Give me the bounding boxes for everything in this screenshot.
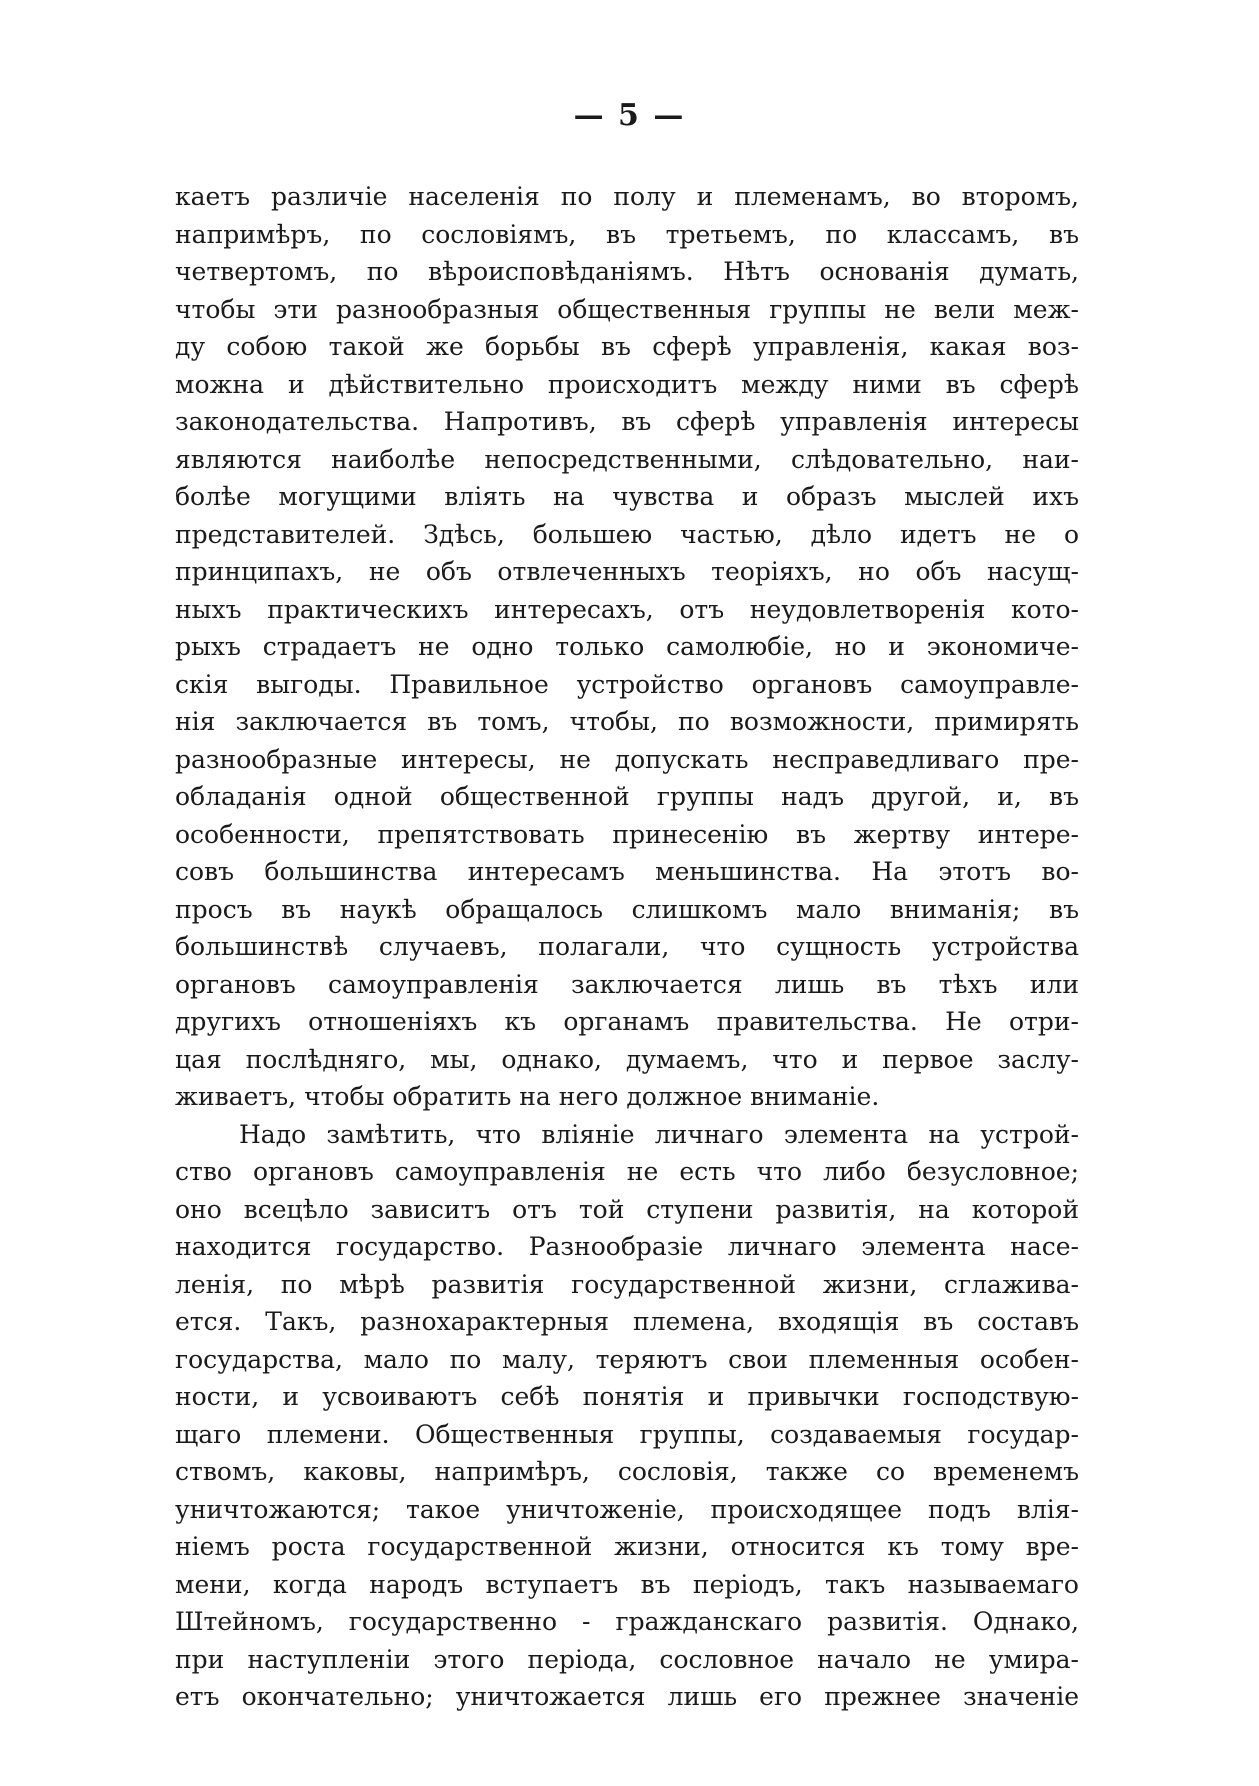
- text-line: етъ окончательно; уничтожается лишь его прежнее значеніе: [175, 1682, 1079, 1711]
- text-line: представителей. Здѣсь, большею частью, дѣло идетъ не о: [175, 519, 1079, 549]
- text-line: ныхъ практическихъ интересахъ, отъ неудовлетворенія кото-: [175, 594, 1079, 624]
- text-line: государства, мало по малу, теряютъ свои племенныя особен-: [175, 1344, 1079, 1374]
- text-line: ніемъ роста государственной жизни, относится къ тому вре-: [175, 1532, 1079, 1561]
- text-line: скія выгоды. Правильное устройство органовъ самоуправле-: [175, 669, 1079, 699]
- text-line: нія заключается въ томъ, чтобы, по возможности, примирять: [175, 707, 1079, 736]
- text-line: можна и дѣйствительно происходитъ между ними въ сферѣ: [175, 369, 1079, 399]
- text-line: Штейномъ, государственно - гражданскаго развитія. Однако,: [175, 1607, 1079, 1636]
- text-line: цая послѣдняго, мы, однако, думаемъ, что и первое заслу-: [175, 1044, 1079, 1074]
- text-line: болѣе могущими влiять на чувства и образъ мыслей ихъ: [175, 482, 1079, 511]
- text-line: щаго племени. Общественныя группы, создаваемыя государ-: [175, 1419, 1079, 1449]
- text-line: особенности, препятствовать принесенію въ жертву интере-: [175, 819, 1079, 849]
- text-line: просъ въ наукѣ обращалось слишкомъ мало вниманія; въ: [175, 894, 1079, 924]
- text-line: ности, и усвоиваютъ себѣ понятія и привычки господствую-: [175, 1382, 1079, 1411]
- text-line: совъ большинства интересамъ меньшинства. На этотъ во-: [175, 857, 1079, 886]
- text-line: четвертомъ, по вѣроисповѣданіямъ. Нѣтъ основанія думать,: [175, 257, 1079, 286]
- page-number: — 5 —: [573, 98, 686, 133]
- body-text: [175, 178, 1079, 1716]
- text-line: мени, когда народъ вступаетъ въ періодъ, такъ называемаго: [175, 1569, 1079, 1599]
- text-line: ленія, по мѣрѣ развитія государственной жизни, сглажива-: [175, 1269, 1079, 1299]
- text-line: уничтожаются; такое уничтоженіе, происходящее подъ влія-: [175, 1494, 1079, 1524]
- text-line: находится государство. Разнообразіе личнаго элемента насе-: [175, 1232, 1079, 1261]
- text-line: разнообразные интересы, не допускать несправедливаго пре-: [175, 744, 1079, 774]
- text-line: каетъ различіе населенія по полу и племенамъ, во второмъ,: [175, 182, 1079, 211]
- text-line: ется. Такъ, разнохарактерныя племена, входящія въ составъ: [175, 1307, 1079, 1336]
- text-line: законодательства. Напротивъ, въ сферѣ управленія интересы: [175, 407, 1079, 436]
- text-line: при наступленіи этого періода, сословное начало не умира-: [175, 1644, 1079, 1674]
- text-line: другихъ отношеніяхъ къ органамъ правительства. Не отри-: [175, 1007, 1079, 1036]
- text-line: являются наиболѣе непосредственными, слѣдовательно, наи-: [175, 444, 1079, 474]
- text-line: ство органовъ самоуправленія не есть что либо безусловное;: [175, 1157, 1079, 1186]
- text-line: напримѣръ, по сословіямъ, въ третьемъ, по классамъ, въ: [175, 219, 1079, 249]
- text-line: обладанія одной общественной группы надъ другой, и, въ: [175, 782, 1079, 811]
- text-line: Надо замѣтить, что вліяніе личнаго элемента на устрой-: [239, 1119, 1079, 1149]
- text-line: рыхъ страдаетъ не одно только самолюбіе, но и экономиче-: [175, 632, 1079, 661]
- text-line: чтобы эти разнообразныя общественныя группы не вели меж-: [175, 294, 1079, 324]
- text-line: ствомъ, каковы, напримѣръ, сословія, также со временемъ: [175, 1457, 1079, 1486]
- text-line: оно всецѣло зависитъ отъ той ступени развитія, на которой: [175, 1194, 1079, 1224]
- text-line: большинствѣ случаевъ, полагали, что сущность устройства: [175, 932, 1079, 961]
- text-line: органовъ самоуправленія заключается лишь въ тѣхъ или: [175, 969, 1079, 999]
- text-line: ду собою такой же борьбы въ сферѣ управленія, какая воз-: [175, 332, 1079, 361]
- text-line: живаетъ, чтобы обратить на него должное вниманіе.: [175, 1082, 880, 1111]
- text-line: принципахъ, не объ отвлеченныхъ теоріяхъ, но объ насущ-: [175, 557, 1079, 586]
